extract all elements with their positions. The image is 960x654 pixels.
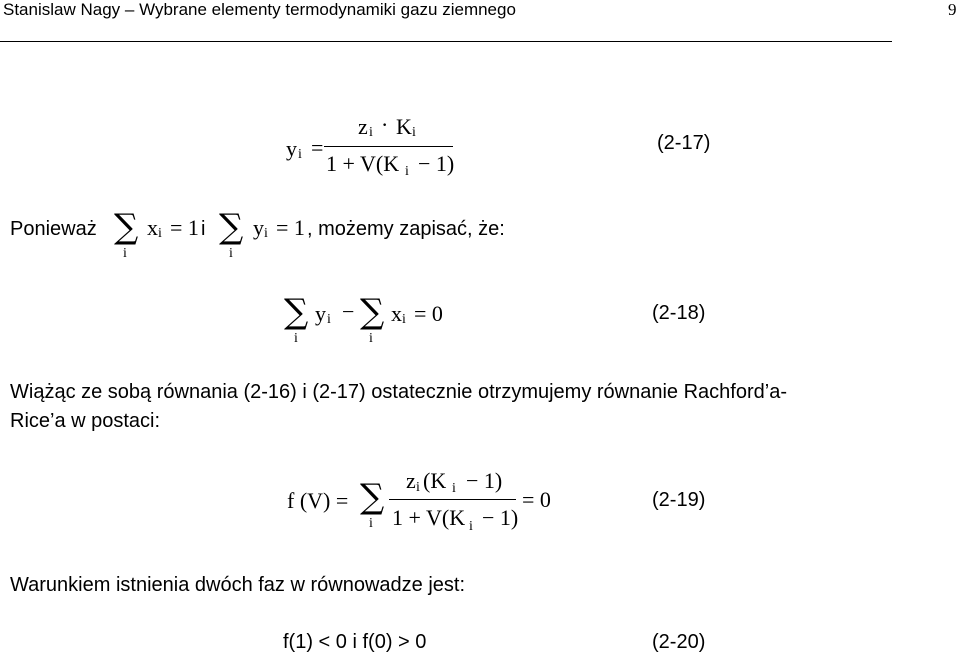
eq19-num-z: z — [406, 468, 416, 493]
eq19-lhs: f (V) = — [287, 488, 349, 513]
because-eq2: = 1 — [276, 215, 305, 240]
eq19-den-sub: i — [469, 519, 473, 534]
eq18-minus: − — [342, 299, 355, 324]
eq19-eq: = 0 — [522, 487, 551, 512]
because-x: x — [147, 215, 158, 240]
paragraph-line-2: Rice’a w postaci: — [10, 410, 161, 432]
eq18-sum-y-sigma: ∑ — [284, 292, 309, 332]
sum-x-index: i — [123, 246, 127, 261]
because-y-sub: i — [264, 226, 268, 241]
page-number: 9 — [948, 0, 957, 19]
because-eq1: = 1 — [170, 215, 199, 240]
eq17-lhs-sub: i — [298, 147, 302, 162]
eq18-y-sub: i — [327, 312, 331, 327]
condition-formula: f(1) < 0 i f(0) > 0 — [283, 631, 427, 653]
running-header: Stanislaw Nagy – Wybrane elementy termodynamiki gazu ziemnego — [3, 0, 516, 19]
eq17-lhs-y: y — [286, 136, 297, 161]
eq19-num-post: − 1) — [466, 468, 503, 493]
eq17-number: (2-17) — [657, 132, 711, 154]
eq19-fraction-bar — [389, 499, 516, 500]
eq19-den-pre: 1 + V(K — [392, 505, 466, 530]
eq17-num-z: z — [358, 114, 368, 139]
eq19-num-mid: (K — [423, 468, 447, 493]
eq18-sum-y-index: i — [294, 331, 298, 346]
eq19-den-post: − 1) — [482, 505, 519, 530]
eq17-num-z-sub: i — [369, 125, 373, 140]
eq18-sum-x-sigma: ∑ — [360, 292, 385, 332]
sum-y-index: i — [229, 246, 233, 261]
eq19-num-K-sub: i — [452, 481, 456, 496]
eq17-num-K: K — [396, 114, 412, 139]
sum-y-sigma: ∑ — [219, 207, 244, 247]
eq19-number: (2-19) — [652, 489, 706, 511]
condition-text: Warunkiem istnienia dwóch faz w równowadze jest: — [10, 574, 466, 596]
because-x-sub: i — [158, 226, 162, 241]
eq17-num-K-sub: i — [412, 125, 416, 140]
eq17-equals: = — [311, 135, 324, 160]
because-conj: i — [201, 218, 206, 240]
eq17-num-dot: · — [381, 112, 389, 137]
because-rest: , możemy zapisać, że: — [307, 218, 505, 240]
eq18-x-sub: i — [402, 312, 406, 327]
eq17-den-sub: i — [405, 164, 409, 179]
condition-number: (2-20) — [652, 631, 706, 653]
eq18-x: x — [391, 301, 402, 326]
header-rule — [0, 41, 892, 42]
paragraph-line-1: Wiążąc ze sobą równania (2-16) i (2-17) ostatecznie otrzymujemy równanie Rachford’a- — [10, 381, 787, 403]
sum-x-sigma: ∑ — [114, 207, 139, 247]
eq17-fraction-bar — [324, 146, 453, 147]
eq18-number: (2-18) — [652, 302, 706, 324]
eq18-sum-x-index: i — [369, 331, 373, 346]
eq17-den-post: − 1) — [418, 151, 455, 176]
eq18-eq: = 0 — [414, 301, 443, 326]
because-y: y — [253, 215, 264, 240]
eq17-den-pre: 1 + V(K — [326, 151, 400, 176]
because-word: Ponieważ — [10, 218, 97, 240]
eq19-sigma-index: i — [369, 516, 373, 531]
eq19-sigma: ∑ — [360, 477, 385, 517]
eq19-num-z-sub: i — [416, 480, 420, 495]
eq18-y: y — [315, 301, 326, 326]
